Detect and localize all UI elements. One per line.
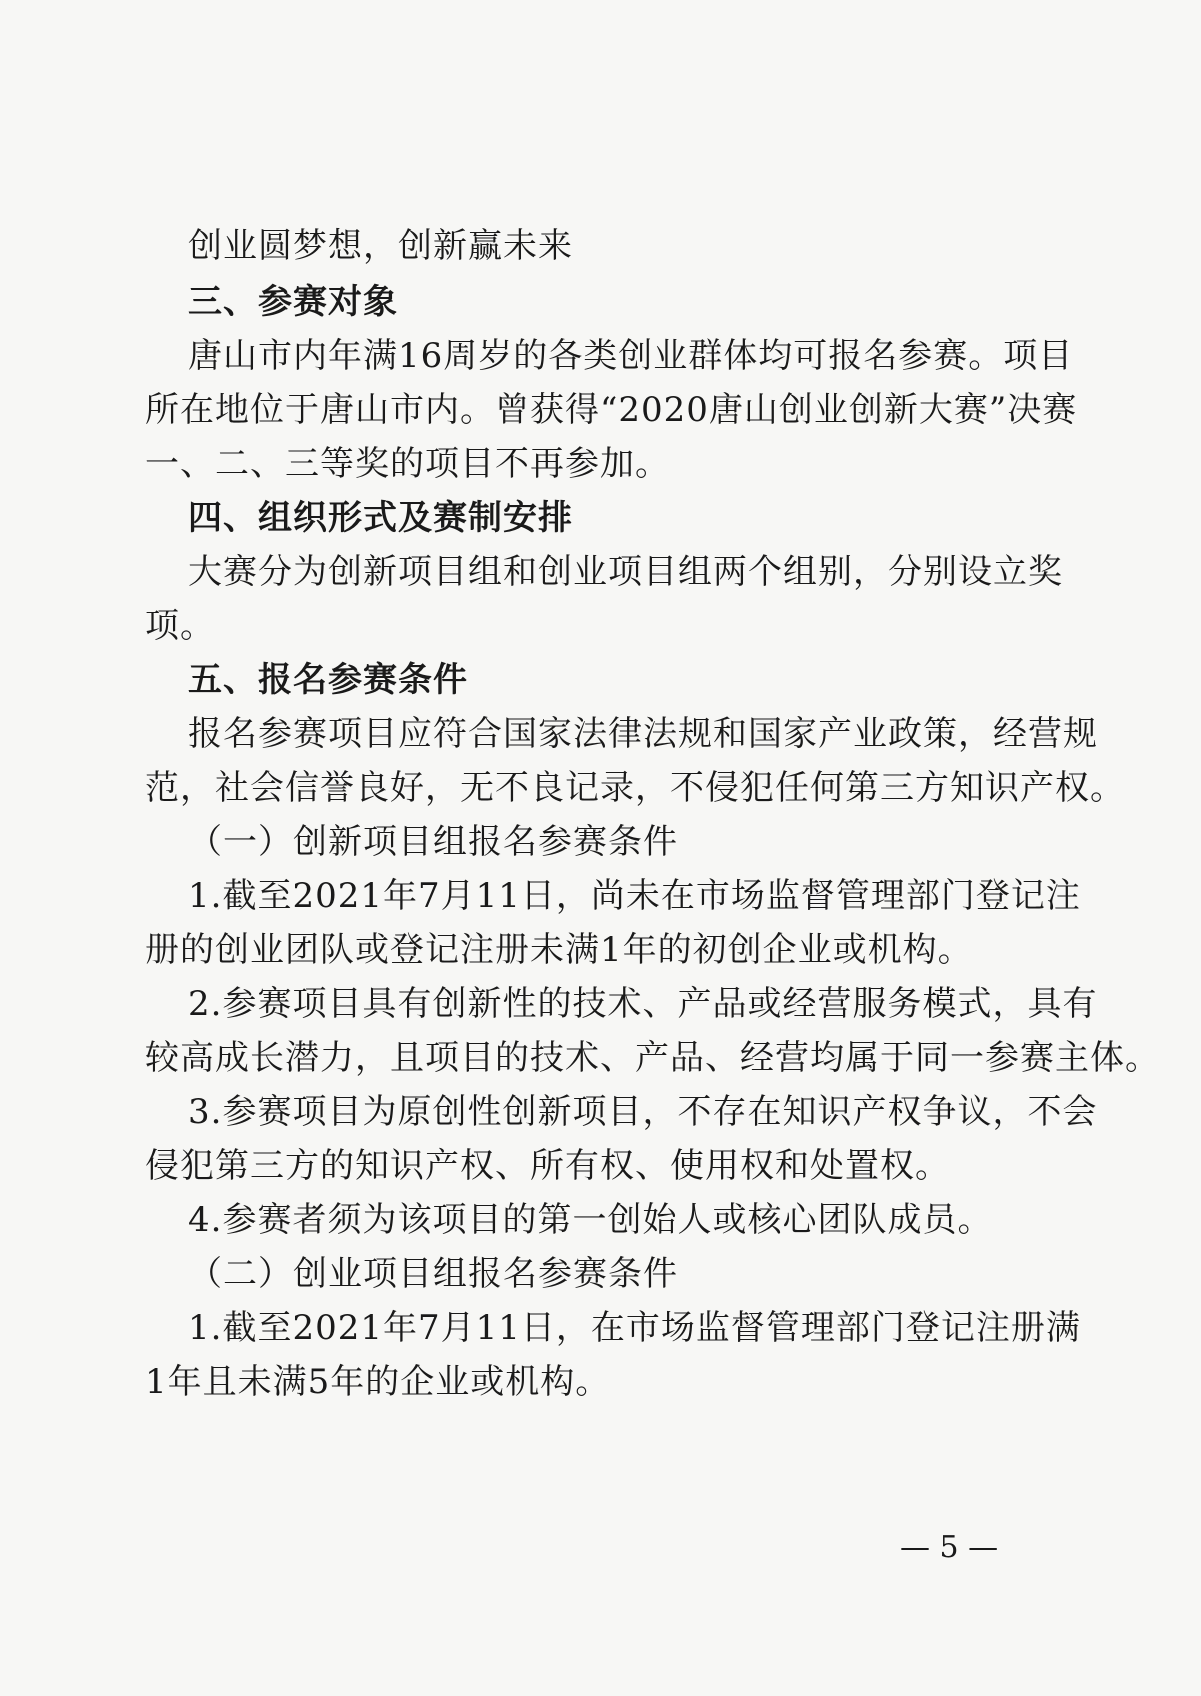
body-line: 报名参赛项目应符合国家法律法规和国家产业政策，经营规	[188, 714, 1098, 754]
body-line: 1.截至2021年7月11日，在市场监督管理部门登记注册满	[188, 1308, 1081, 1348]
body-line: 范，社会信誉良好，无不良记录，不侵犯任何第三方知识产权。	[145, 768, 1125, 808]
subsection-heading-2: （二）创业项目组报名参赛条件	[188, 1254, 678, 1294]
body-line: 唐山市内年满16周岁的各类创业群体均可报名参赛。项目	[188, 336, 1074, 376]
section-heading-5: 五、报名参赛条件	[188, 660, 468, 700]
body-line: 项。	[145, 606, 215, 646]
body-line: 1.截至2021年7月11日，尚未在市场监督管理部门登记注	[188, 876, 1081, 916]
body-line: 大赛分为创新项目组和创业项目组两个组别，分别设立奖	[188, 552, 1063, 592]
section-heading-3: 三、参赛对象	[188, 282, 398, 322]
section-heading-4: 四、组织形式及赛制安排	[188, 498, 573, 538]
body-line: 册的创业团队或登记注册未满1年的初创企业或机构。	[145, 930, 973, 970]
slogan-line: 创业圆梦想，创新赢未来	[188, 226, 573, 266]
page-number: — 5 —	[900, 1530, 999, 1565]
body-line: 一、二、三等奖的项目不再参加。	[145, 444, 670, 484]
body-line: 侵犯第三方的知识产权、所有权、使用权和处置权。	[145, 1146, 950, 1186]
body-line: 所在地位于唐山市内。曾获得“2020唐山创业创新大赛”决赛	[145, 390, 1078, 430]
body-line: 3.参赛项目为原创性创新项目，不存在知识产权争议，不会	[188, 1092, 1098, 1132]
body-line: 2.参赛项目具有创新性的技术、产品或经营服务模式，具有	[188, 984, 1098, 1024]
subsection-heading-1: （一）创新项目组报名参赛条件	[188, 822, 678, 862]
body-line: 1年且未满5年的企业或机构。	[145, 1362, 611, 1402]
body-line: 较高成长潜力，且项目的技术、产品、经营均属于同一参赛主体。	[145, 1038, 1160, 1078]
body-line: 4.参赛者须为该项目的第一创始人或核心团队成员。	[188, 1200, 993, 1240]
